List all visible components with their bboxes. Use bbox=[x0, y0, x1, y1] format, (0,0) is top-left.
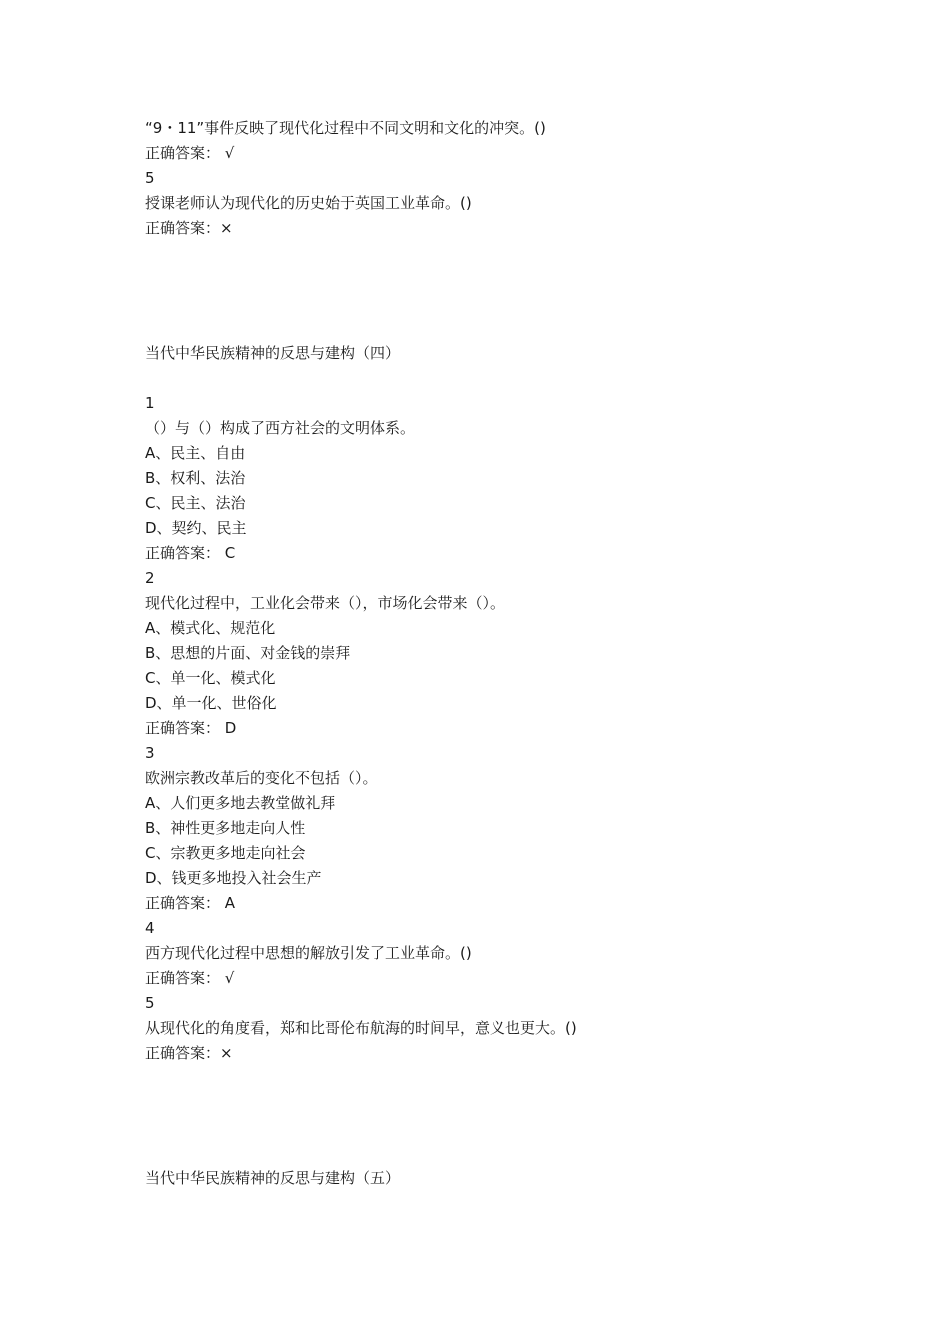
question-number: 4 bbox=[145, 919, 155, 937]
section-title: 当代中华民族精神的反思与建构（五） bbox=[145, 1169, 401, 1187]
option-a: A、人们更多地去教堂做礼拜 bbox=[145, 794, 336, 812]
question-text: 从现代化的角度看，郑和比哥伦布航海的时间早，意义也更大。() bbox=[145, 1019, 577, 1037]
question-number: 3 bbox=[145, 744, 155, 762]
question-text: 欧洲宗教改革后的变化不包括（）。 bbox=[145, 769, 378, 787]
question-text: 现代化过程中，工业化会带来（），市场化会带来（）。 bbox=[145, 594, 506, 612]
question-number: 2 bbox=[145, 569, 155, 587]
answer-line: 正确答案：× bbox=[145, 219, 233, 237]
question-number: 1 bbox=[145, 394, 155, 412]
option-c: C、宗教更多地走向社会 bbox=[145, 844, 306, 862]
option-b: B、权利、法治 bbox=[145, 469, 246, 487]
option-c: C、单一化、模式化 bbox=[145, 669, 276, 687]
option-d: D、钱更多地投入社会生产 bbox=[145, 869, 322, 887]
option-c: C、民主、法治 bbox=[145, 494, 246, 512]
spacer bbox=[145, 1066, 865, 1141]
document-page bbox=[145, 116, 865, 1191]
option-a: A、模式化、规范化 bbox=[145, 619, 276, 637]
section-title: 当代中华民族精神的反思与建构（四） bbox=[145, 344, 401, 362]
question-text: “9・11”事件反映了现代化过程中不同文明和文化的冲突。() bbox=[145, 119, 546, 137]
spacer bbox=[145, 1141, 865, 1166]
answer-line: 正确答案： C bbox=[145, 544, 236, 562]
spacer bbox=[145, 241, 865, 316]
question-text: 西方现代化过程中思想的解放引发了工业革命。() bbox=[145, 944, 472, 962]
answer-line: 正确答案： √ bbox=[145, 144, 235, 162]
option-d: D、单一化、世俗化 bbox=[145, 694, 277, 712]
answer-line: 正确答案： A bbox=[145, 894, 236, 912]
spacer bbox=[145, 366, 865, 391]
option-d: D、契约、民主 bbox=[145, 519, 247, 537]
option-a: A、民主、自由 bbox=[145, 444, 246, 462]
question-text: 授课老师认为现代化的历史始于英国工业革命。() bbox=[145, 194, 472, 212]
question-number: 5 bbox=[145, 994, 155, 1012]
option-b: B、思想的片面、对金钱的崇拜 bbox=[145, 644, 351, 662]
answer-line: 正确答案： √ bbox=[145, 969, 235, 987]
question-text: （）与（）构成了西方社会的文明体系。 bbox=[145, 419, 416, 437]
question-number: 5 bbox=[145, 169, 155, 187]
option-b: B、神性更多地走向人性 bbox=[145, 819, 306, 837]
answer-line: 正确答案： D bbox=[145, 719, 237, 737]
answer-line: 正确答案：× bbox=[145, 1044, 233, 1062]
spacer bbox=[145, 316, 865, 341]
